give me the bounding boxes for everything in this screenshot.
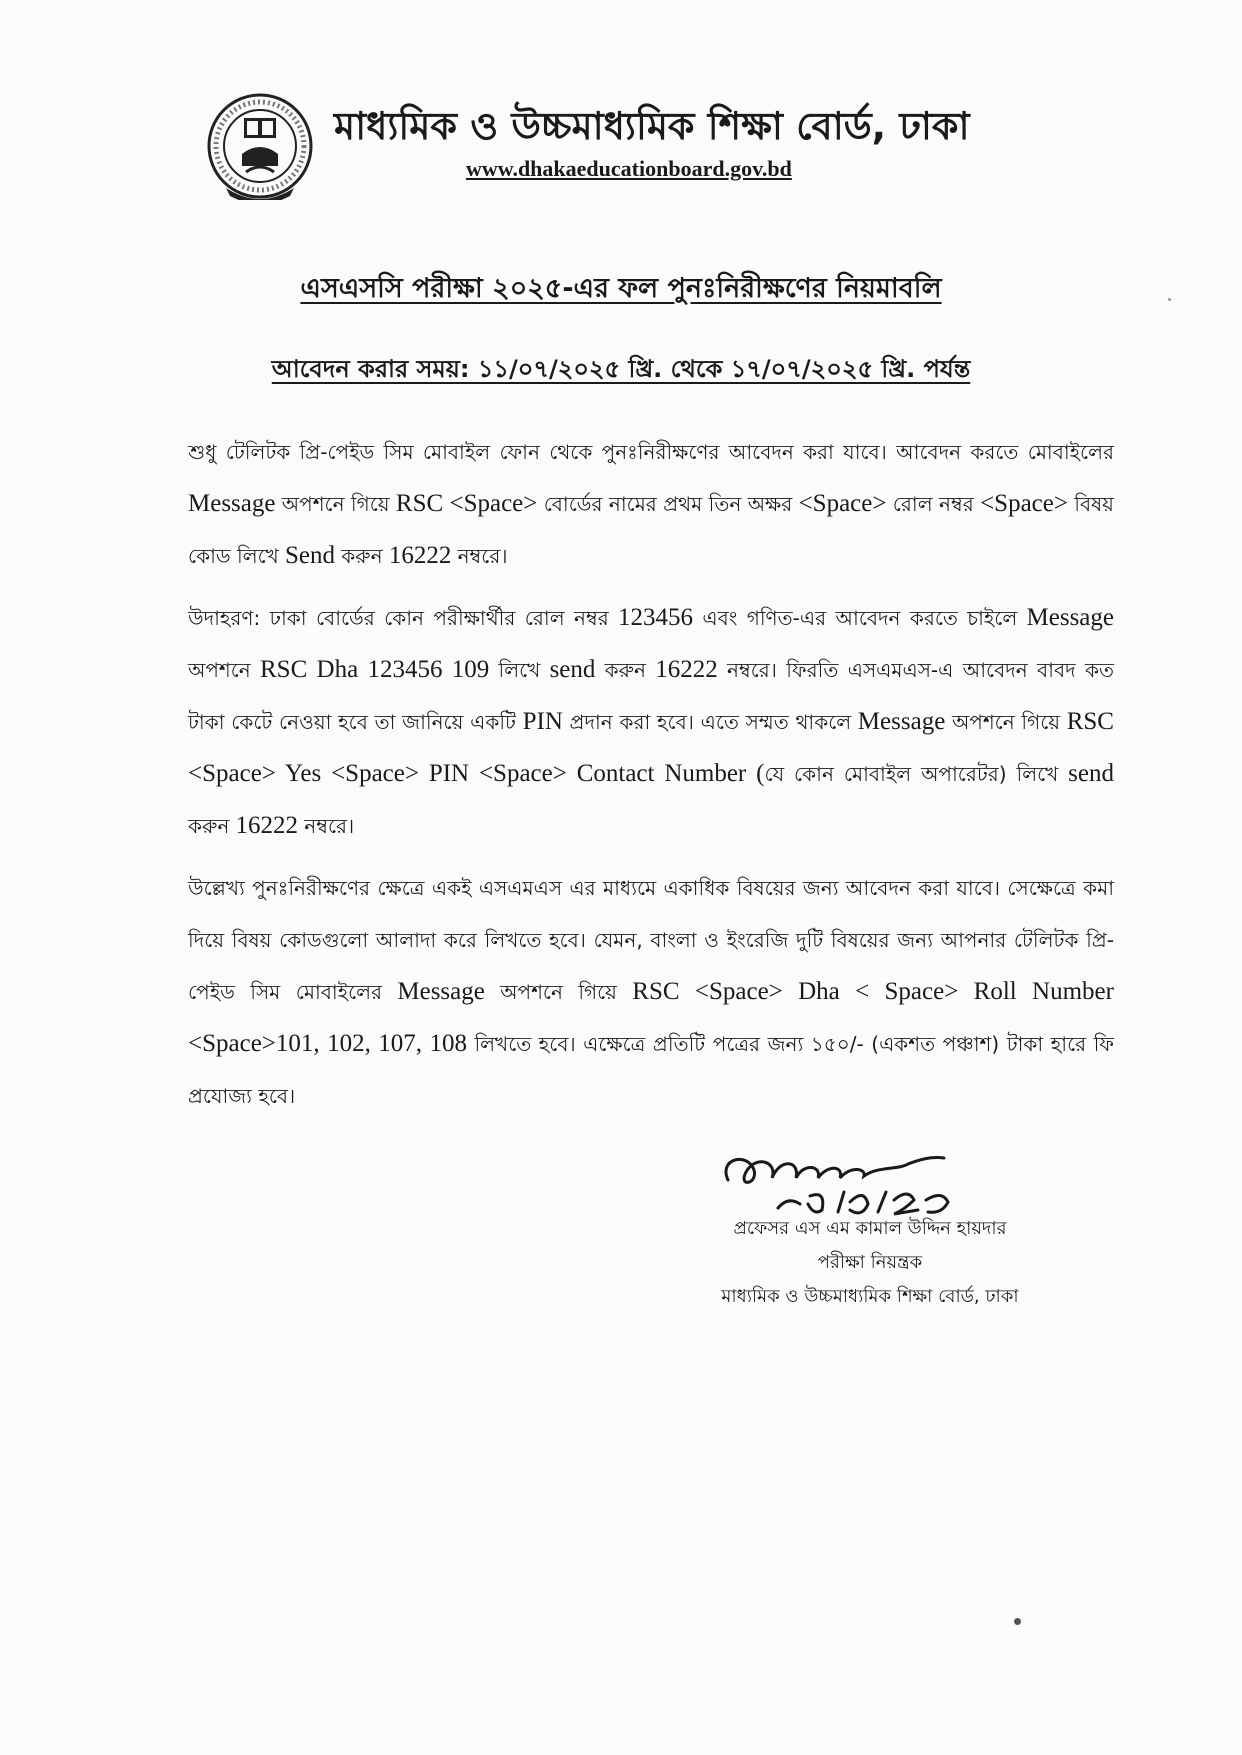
latin-run: RSC <Space> (389, 490, 544, 517)
latin-run: Message (382, 978, 501, 1005)
latin-run: <Space> (973, 490, 1075, 517)
latin-run: 16222 (382, 542, 458, 569)
paragraph-example: উদাহরণ: ঢাকা বোর্ডের কোন পরীক্ষার্থীর রোল নম্বর 123456 এবং গণিত-এর আবেদন করতে চাইলে Message অপশনে RSC Dha 123456 109 লিখে send করুন 16222 নম্বরে। ফিরতি এসএমএস-এ আবেদন বাবদ কত টাকা কেটে নেওয়া হবে তা জানিয়ে একটি PIN প্রদান করা হবে। এতে সম্মত থাকলে Message অপশনে গিয়ে RSC <Space> Yes <Space> PIN <Space> Contact Number (যে কোন মোবাইল অপারেটর) লিখে send করুন 16222 নম্বরে। (188, 604, 1114, 839)
website-link[interactable]: www.dhakaeducationboard.gov.bd (466, 156, 792, 181)
latin-run: PIN (515, 708, 570, 735)
latin-run: RSC <Space> Dha < Space> Roll Number <Space>101, 102, 107, 108 (188, 978, 1114, 1057)
paragraph-note: উল্লেখ্য পুনঃনিরীক্ষণের ক্ষেত্রে একই এসএমএস এর মাধ্যমে একাধিক বিষয়ের জন্য আবেদন করা যাবে। সেক্ষেত্রে কমা দিয়ে বিষয় কোডগুলো আলাদা করে লিখতে হবে। যেমন, বাংলা ও ইংরেজি দুটি বিষয়ের জন্য আপনার টেলিটক প্রি-পেইড সিম মোবাইলের Message অপশনে গিয়ে RSC <Space> Dha < Space> Roll Number <Space>101, 102, 107, 108 লিখতে হবে। এক্ষেত্রে প্রতিটি পত্রের জন্য ১৫০/- (একশত পঞ্চাশ) টাকা হারে ফি প্রযোজ্য হবে। (188, 876, 1115, 1108)
notice-body (188, 426, 1114, 1132)
latin-run: send (1058, 760, 1114, 787)
latin-run: 16222 (645, 656, 727, 683)
latin-run: Message (188, 490, 282, 517)
board-name: মাধ্যমিক ও উচ্চমাধ্যমিক শিক্ষা বোর্ড, ঢাকা (334, 104, 970, 148)
latin-run: Message (1017, 604, 1114, 631)
application-period (0, 350, 1242, 388)
scan-speck (1014, 1618, 1021, 1625)
scan-speck (1168, 298, 1171, 301)
signatory-office: মাধ্যমিক ও উচ্চমাধ্যমিক শিক্ষা বোর্ড, ঢাকা (721, 1286, 1019, 1307)
latin-run: 16222 (229, 812, 305, 839)
latin-run: Send (278, 542, 342, 569)
latin-run: 123456 (608, 604, 703, 631)
board-seal-icon (206, 92, 314, 200)
signatory-name: প্রফেসর এস এম কামাল উদ্দিন হায়দার (733, 1218, 1007, 1239)
signatory-designation: পরীক্ষা নিয়ন্ত্রক (817, 1252, 923, 1273)
latin-run: <Space> (792, 490, 893, 517)
paragraph-instructions: শুধু টেলিটক প্রি-পেইড সিম মোবাইল ফোন থেকে পুনঃনিরীক্ষণের আবেদন করা যাবে। আবেদন করতে মোবাইলের Message অপশনে গিয়ে RSC <Space> বোর্ডের নামের প্রথম তিন অক্ষর <Space> রোল নম্বর <Space> বিষয় কোড লিখে Send করুন 16222 নম্বরে। (188, 440, 1114, 569)
notice-title (0, 270, 1242, 308)
latin-run: RSC Dha 123456 109 (250, 656, 499, 683)
notice-title-text: এসএসসি পরীক্ষা ২০২৫-এর ফল পুনঃনিরীক্ষণের নিয়মাবলি (300, 273, 942, 304)
latin-run: send (540, 656, 605, 683)
application-period-text: আবেদন করার সময়: ১১/০৭/২০২৫ খ্রি. থেকে ১৭/০৭/২০২৫ খ্রি. পর্যন্ত (271, 355, 971, 383)
latin-run: RSC <Space> Yes <Space> PIN <Space> Contact Number ( (188, 708, 1114, 787)
signature-block (690, 1212, 1050, 1314)
latin-run: Message (851, 708, 952, 735)
